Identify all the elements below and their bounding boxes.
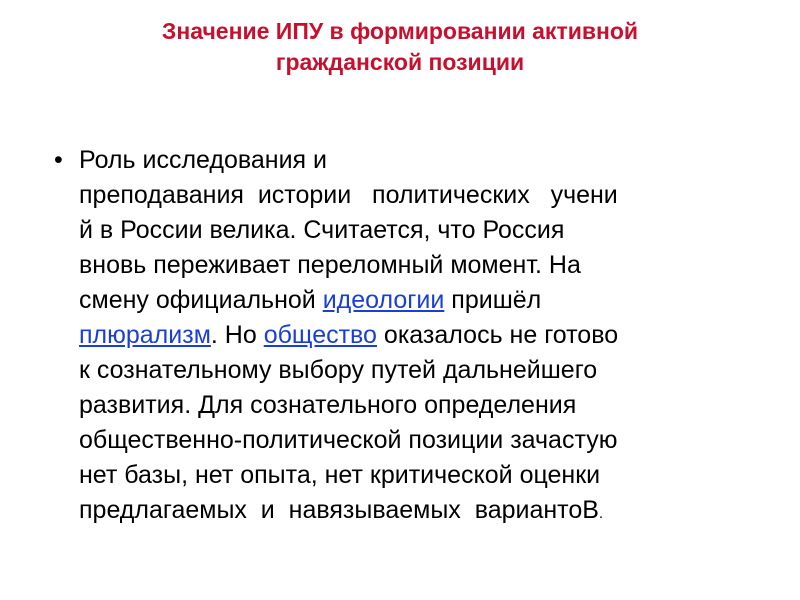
text-line: нет базы, нет опыта, нет критической оценки xyxy=(79,461,601,489)
title-line-1: Значение ИПУ в формировании активной xyxy=(161,18,639,44)
text-line: плюрализм. Но общество оказалось не готово xyxy=(79,321,619,349)
text-line: смену официальной идеологии пришёл xyxy=(79,286,542,314)
text-line: предлагаемых и навязываемых вариантоВ. xyxy=(79,496,604,524)
link-obshchestvo[interactable]: общество xyxy=(263,321,377,349)
text-line: общественно-политической позиции зачастую xyxy=(79,426,618,454)
text-line: вновь переживает переломный момент. На xyxy=(79,251,581,279)
bullet-list xyxy=(48,143,748,531)
link-ideologii[interactable]: идеологии xyxy=(322,286,445,314)
link-plyuralizm[interactable]: плюрализм xyxy=(79,321,211,349)
text-line: преподавания истории политических учени xyxy=(79,181,618,209)
text-line: развития. Для сознательного определения xyxy=(79,391,577,419)
text-line: Роль исследования и xyxy=(79,146,328,174)
text-line: к сознательному выбору путей дальнейшего xyxy=(79,356,598,384)
title-line-2: гражданской позиции xyxy=(275,49,525,75)
bullet-paragraph xyxy=(79,143,749,531)
slide-title xyxy=(0,16,800,78)
text-line: й в России велика. Считается, что Россия xyxy=(79,216,565,244)
bullet-icon: • xyxy=(54,146,63,174)
